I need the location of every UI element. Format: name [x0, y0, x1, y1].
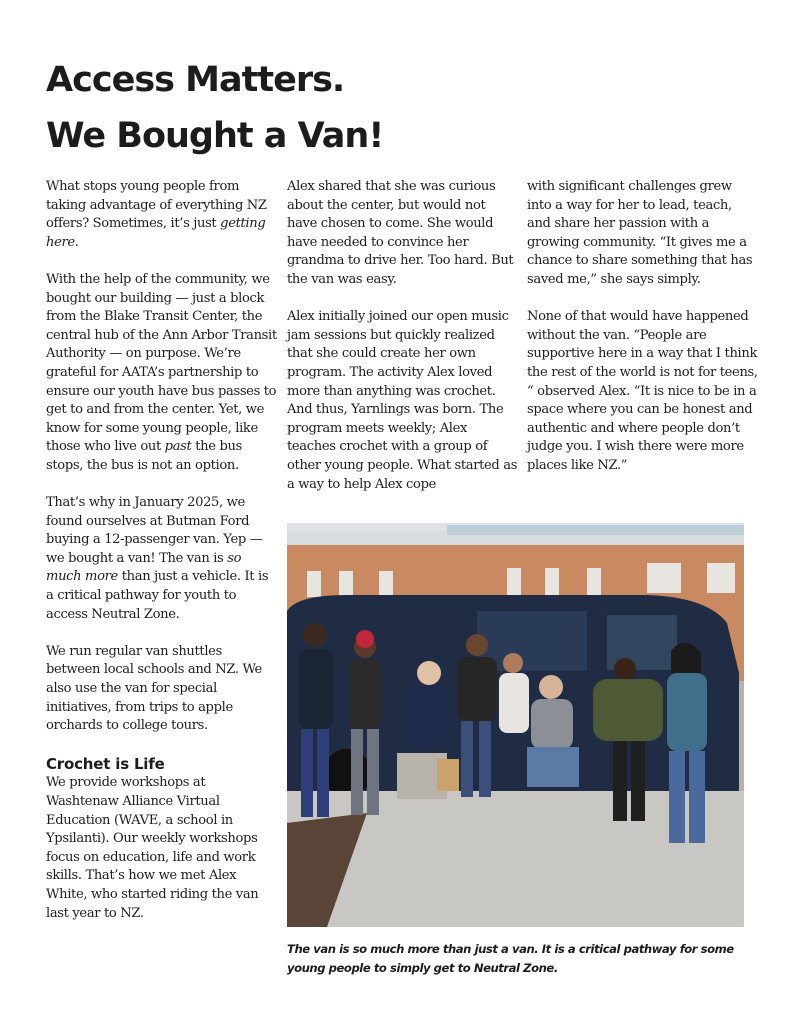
photo-caption: The van is so much more than just a van. It is a critical pathway for some young people to simply get to Neutral Zone. [287, 942, 734, 975]
text-column-1 [46, 178, 278, 942]
paragraph-text: What stops young people from taking advantage of everything NZ offers? Sometimes, it’s just [46, 179, 267, 232]
paragraph: We run regular van shuttles between local schools and NZ. We also use the van for special initiatives, from trips to apple orchards to college tours. [46, 643, 262, 734]
text-column-3 [527, 178, 759, 494]
group-photo [287, 523, 744, 927]
section-subhead: Crochet is Life [46, 755, 165, 774]
paragraph-text: That’s why in January 2025, we found ourselves at Butman Ford buying a 12-passenger van. Yep — we bought a van! The van is [46, 495, 263, 566]
paragraph-text: With the help of the community, we bought our building — just a block from the Blake Transit Center, the central hub of the Ann Arbor Transit Authority — on purpose. We’re grateful for AATA’s partnership to ensure our youth have bus passes to get to and from the center. Yet, we know for some young people, like those who live out [46, 271, 277, 455]
emphasis-text: past [164, 439, 192, 455]
text-column-2 [287, 178, 519, 513]
paragraph: Alex initially joined our open music jam sessions but quickly realized that she could create her own program. The activity Alex loved more than anything was crochet. And thus, Yarnlings was born. The program meets weekly; Alex teaches crochet with a group of other young people. What started as a way to help Alex cope [287, 309, 518, 492]
paragraph-text: . [74, 234, 79, 250]
paragraph: None of that would have happened without the van. “People are supportive here in a way that I think the rest of the world is not for teens, “ observed Alex. “It is nice to be in a space where you can be honest and authentic and where people don’t judge you. I wish there were more places like NZ.” [527, 309, 758, 473]
paragraph [46, 271, 278, 476]
paragraph: with significant challenges grew into a way for her to lead, teach, and share her passion with a growing community. “It gives me a chance to share something that has saved me,” she says simply. [527, 179, 753, 287]
paragraph-text: than just a vehicle. It is a critical pathway for youth to access Neutral Zone. [46, 569, 269, 622]
photo-building-top [447, 525, 744, 535]
paragraph [46, 494, 278, 624]
paragraph-text: the bus stops, the bus is not an option. [46, 439, 242, 473]
emphasis-text: getting here [46, 216, 266, 250]
page-title [46, 52, 383, 164]
title-line-2: We Bought a Van! [46, 116, 384, 156]
paragraph: We provide workshops at Washtenaw Alliance Virtual Education (WAVE, a school in Ypsilanti). Our weekly workshops focus on education, life and work skills. That’s how we met Alex White, who started riding the van last year to NZ. [46, 775, 259, 921]
title-line-1: Access Matters. [46, 60, 345, 100]
paragraph: Alex shared that she was curious about the center, but would not have chosen to come. She would have needed to convince her grandma to drive her. Too hard. But the van was easy. [287, 179, 514, 287]
photo-van-wheel [323, 749, 371, 797]
paragraph [46, 178, 278, 252]
emphasis-text: so much more [46, 550, 242, 585]
photo-illustration [287, 523, 744, 927]
